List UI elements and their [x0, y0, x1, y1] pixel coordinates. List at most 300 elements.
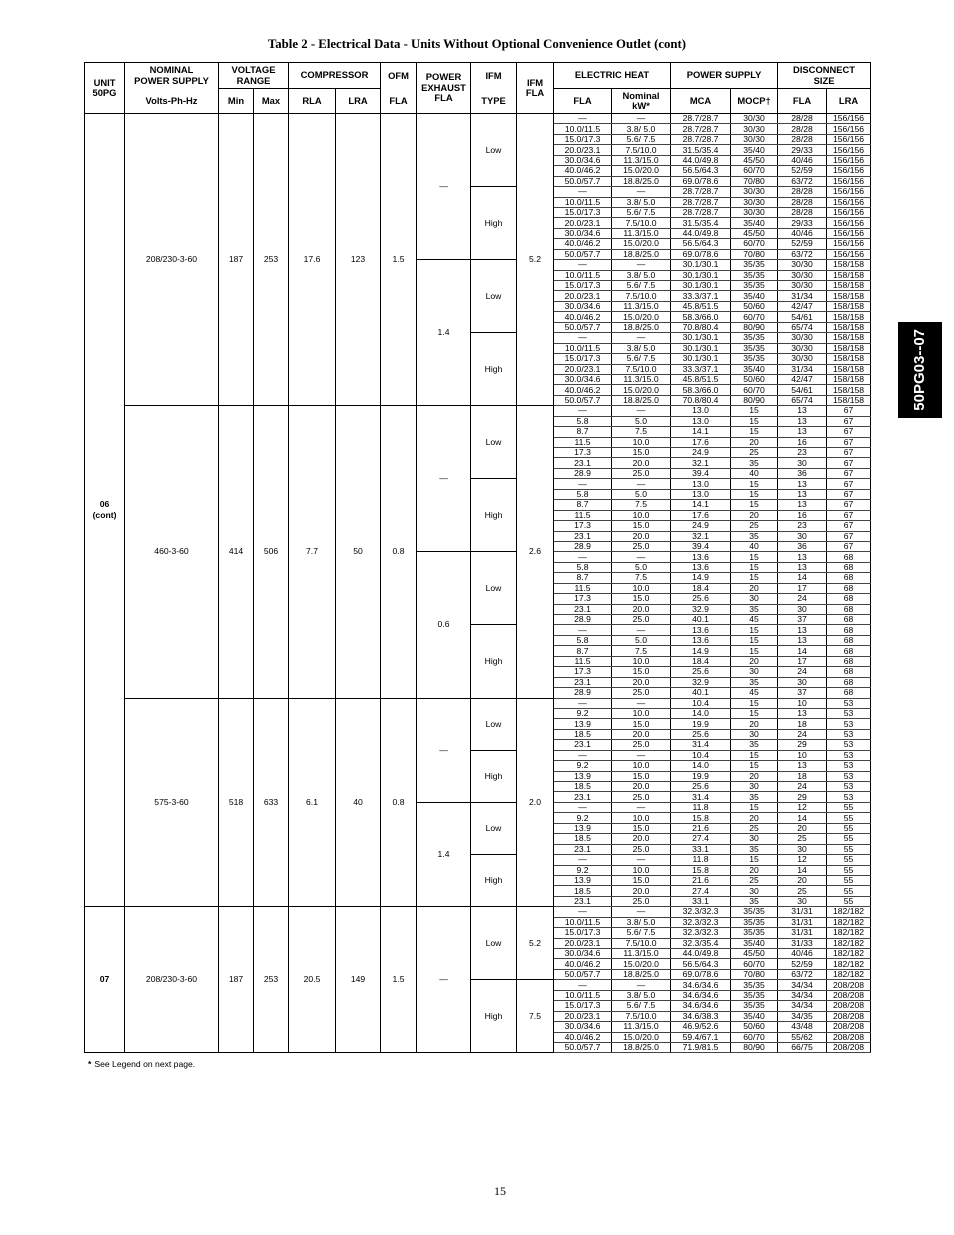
heat-kw-cell: 18.8/25.0	[612, 249, 671, 259]
heat-kw-cell: 7.5	[612, 573, 671, 583]
power-exhaust-fla-cell: 1.4	[417, 802, 471, 906]
mca-cell: 32.3/32.3	[671, 917, 731, 927]
disconnect-fla-cell: 31/31	[778, 907, 827, 917]
mca-cell: 25.6	[671, 729, 731, 739]
heat-kw-cell: 7.5/10.0	[612, 938, 671, 948]
mca-cell: 30.1/30.1	[671, 343, 731, 353]
ifm-type-cell: Low	[471, 114, 517, 187]
mca-cell: 70.8/80.4	[671, 395, 731, 405]
disconnect-fla-cell: 13	[778, 489, 827, 499]
disconnect-lra-cell: 67	[827, 437, 871, 447]
heat-fla-cell: 23.1	[554, 740, 612, 750]
mocp-cell: 45/50	[731, 228, 778, 238]
header-nominal-power-supply	[125, 63, 219, 89]
header-power-exhaust-line: EXHAUST	[421, 81, 466, 93]
mocp-cell: 20	[731, 813, 778, 823]
disconnect-lra-cell: 67	[827, 521, 871, 531]
disconnect-lra-cell: 67	[827, 541, 871, 551]
mocp-cell: 15	[731, 427, 778, 437]
disconnect-lra-cell: 67	[827, 531, 871, 541]
heat-fla-cell: 18.5	[554, 834, 612, 844]
heat-fla-cell: —	[554, 552, 612, 562]
heat-fla-cell: —	[554, 698, 612, 708]
disconnect-lra-cell: 208/208	[827, 1022, 871, 1032]
mca-cell: 25.6	[671, 782, 731, 792]
heat-kw-cell: 20.0	[612, 458, 671, 468]
heat-kw-cell: —	[612, 114, 671, 124]
disconnect-lra-cell: 208/208	[827, 1042, 871, 1052]
mocp-cell: 60/70	[731, 166, 778, 176]
ifm-type-cell: Low	[471, 802, 517, 854]
disconnect-lra-cell: 182/182	[827, 938, 871, 948]
heat-kw-cell: —	[612, 855, 671, 865]
disconnect-lra-cell: 68	[827, 656, 871, 666]
voltage-min-cell: 414	[219, 406, 254, 698]
heat-fla-cell: 28.9	[554, 615, 612, 625]
disconnect-fla-cell: 14	[778, 646, 827, 656]
heat-fla-cell: 15.0/17.3	[554, 1001, 612, 1011]
heat-fla-cell: —	[554, 802, 612, 812]
disconnect-fla-cell: 30	[778, 896, 827, 906]
heat-kw-cell: 15.0	[612, 594, 671, 604]
heat-fla-cell: 11.5	[554, 510, 612, 520]
header-ifm: IFM	[471, 63, 517, 89]
mocp-cell: 50/60	[731, 1022, 778, 1032]
mocp-cell: 25	[731, 823, 778, 833]
header-unit-line: 50PG	[92, 87, 117, 98]
disconnect-lra-cell: 182/182	[827, 959, 871, 969]
disconnect-fla-cell: 65/74	[778, 395, 827, 405]
mca-cell: 17.6	[671, 437, 731, 447]
mca-cell: 30.1/30.1	[671, 354, 731, 364]
mca-cell: 19.9	[671, 771, 731, 781]
mocp-cell: 15	[731, 573, 778, 583]
heat-fla-cell: 8.7	[554, 427, 612, 437]
disconnect-lra-cell: 55	[827, 886, 871, 896]
disconnect-fla-cell: 36	[778, 468, 827, 478]
disconnect-fla-cell: 13	[778, 416, 827, 426]
disconnect-fla-cell: 55/62	[778, 1032, 827, 1042]
mca-cell: 32.9	[671, 677, 731, 687]
mocp-cell: 15	[731, 855, 778, 865]
heat-kw-cell: 18.8/25.0	[612, 1042, 671, 1052]
disconnect-fla-cell: 54/61	[778, 312, 827, 322]
heat-fla-cell: 28.9	[554, 468, 612, 478]
heat-kw-cell: 5.6/ 7.5	[612, 928, 671, 938]
compressor-lra-cell: 40	[336, 698, 381, 907]
heat-kw-cell: 5.0	[612, 489, 671, 499]
heat-kw-cell: 25.0	[612, 541, 671, 551]
mca-cell: 21.6	[671, 875, 731, 885]
mca-cell: 34.6/34.6	[671, 1001, 731, 1011]
heat-fla-cell: 23.1	[554, 531, 612, 541]
disconnect-fla-cell: 30/30	[778, 333, 827, 343]
mocp-cell: 35	[731, 740, 778, 750]
heat-kw-cell: —	[612, 625, 671, 635]
mocp-cell: 45	[731, 615, 778, 625]
mca-cell: 69.0/78.6	[671, 969, 731, 979]
mca-cell: 10.4	[671, 698, 731, 708]
disconnect-fla-cell: 43/48	[778, 1022, 827, 1032]
mca-cell: 28.7/28.7	[671, 114, 731, 124]
mca-cell: 27.4	[671, 834, 731, 844]
heat-kw-cell: —	[612, 479, 671, 489]
heat-fla-cell: 9.2	[554, 865, 612, 875]
mocp-cell: 35	[731, 458, 778, 468]
heat-fla-cell: 13.9	[554, 719, 612, 729]
disconnect-lra-cell: 55	[827, 844, 871, 854]
heat-fla-cell: 17.3	[554, 448, 612, 458]
mocp-cell: 80/90	[731, 395, 778, 405]
disconnect-lra-cell: 158/158	[827, 291, 871, 301]
mocp-cell: 35/35	[731, 354, 778, 364]
table-row	[85, 907, 871, 917]
mocp-cell: 15	[731, 635, 778, 645]
mca-cell: 58.3/66.0	[671, 385, 731, 395]
ifm-type-cell: High	[471, 187, 517, 260]
heat-kw-cell: 20.0	[612, 782, 671, 792]
disconnect-fla-cell: 10	[778, 698, 827, 708]
heat-kw-cell: 11.3/15.0	[612, 301, 671, 311]
heat-kw-cell: 15.0/20.0	[612, 385, 671, 395]
disconnect-lra-cell: 67	[827, 427, 871, 437]
heat-fla-cell: 50.0/57.7	[554, 249, 612, 259]
power-exhaust-fla-cell: —	[417, 907, 471, 1053]
mocp-cell: 35/35	[731, 907, 778, 917]
ifm-type-cell: Low	[471, 552, 517, 625]
disconnect-lra-cell: 158/158	[827, 364, 871, 374]
heat-kw-cell: 5.6/ 7.5	[612, 134, 671, 144]
power-exhaust-fla-cell: —	[417, 698, 471, 802]
mocp-cell: 35/40	[731, 218, 778, 228]
mocp-cell: 70/80	[731, 249, 778, 259]
mocp-cell: 35/35	[731, 928, 778, 938]
mocp-cell: 30	[731, 834, 778, 844]
mca-cell: 28.7/28.7	[671, 134, 731, 144]
mca-cell: 34.6/34.6	[671, 990, 731, 1000]
mca-cell: 44.0/49.8	[671, 155, 731, 165]
heat-fla-cell: 40.0/46.2	[554, 239, 612, 249]
heat-fla-cell: 40.0/46.2	[554, 385, 612, 395]
disconnect-fla-cell: 18	[778, 771, 827, 781]
heat-kw-cell: 15.0	[612, 448, 671, 458]
mocp-cell: 70/80	[731, 176, 778, 186]
ofm-fla-cell: 0.8	[381, 406, 417, 698]
disconnect-fla-cell: 63/72	[778, 176, 827, 186]
header-voltage-max: Max	[254, 89, 289, 114]
disconnect-lra-cell: 182/182	[827, 907, 871, 917]
power-exhaust-fla-cell: —	[417, 406, 471, 552]
mca-cell: 33.1	[671, 896, 731, 906]
disconnect-lra-cell: 156/156	[827, 239, 871, 249]
heat-fla-cell: 11.5	[554, 656, 612, 666]
mocp-cell: 20	[731, 437, 778, 447]
mca-cell: 24.9	[671, 521, 731, 531]
heat-fla-cell: —	[554, 114, 612, 124]
mocp-cell: 25	[731, 448, 778, 458]
heat-fla-cell: 13.9	[554, 875, 612, 885]
mocp-cell: 35	[731, 792, 778, 802]
mocp-cell: 50/60	[731, 301, 778, 311]
disconnect-fla-cell: 40/46	[778, 949, 827, 959]
table-row	[85, 698, 871, 708]
ifm-type-cell: High	[471, 750, 517, 802]
mocp-cell: 40	[731, 541, 778, 551]
header-power-exhaust-line: FLA	[434, 92, 453, 104]
mocp-cell: 15	[731, 698, 778, 708]
disconnect-lra-cell: 55	[827, 865, 871, 875]
mca-cell: 19.9	[671, 719, 731, 729]
disconnect-fla-cell: 30	[778, 531, 827, 541]
heat-fla-cell: 11.5	[554, 437, 612, 447]
mca-cell: 59.4/67.1	[671, 1032, 731, 1042]
mca-cell: 46.9/52.6	[671, 1022, 731, 1032]
disconnect-lra-cell: 55	[827, 834, 871, 844]
heat-kw-cell: 3.8/ 5.0	[612, 990, 671, 1000]
heat-kw-cell: 18.8/25.0	[612, 395, 671, 405]
disconnect-lra-cell: 53	[827, 719, 871, 729]
mocp-cell: 35/35	[731, 343, 778, 353]
mca-cell: 28.7/28.7	[671, 187, 731, 197]
heat-fla-cell: 15.0/17.3	[554, 207, 612, 217]
disconnect-fla-cell: 40/46	[778, 155, 827, 165]
heat-kw-cell: 10.0	[612, 865, 671, 875]
disconnect-lra-cell: 158/158	[827, 281, 871, 291]
disconnect-fla-cell: 30/30	[778, 270, 827, 280]
mca-cell: 13.0	[671, 406, 731, 416]
mca-cell: 58.3/66.0	[671, 312, 731, 322]
heat-kw-cell: 7.5/10.0	[612, 364, 671, 374]
heat-fla-cell: 30.0/34.6	[554, 155, 612, 165]
disconnect-fla-cell: 37	[778, 688, 827, 698]
heat-fla-cell: 30.0/34.6	[554, 374, 612, 384]
compressor-lra-cell: 50	[336, 406, 381, 698]
header-power-supply: POWER SUPPLY	[671, 63, 778, 89]
disconnect-lra-cell: 68	[827, 594, 871, 604]
disconnect-fla-cell: 16	[778, 437, 827, 447]
ofm-fla-cell: 1.5	[381, 907, 417, 1053]
ifm-type-cell: High	[471, 479, 517, 552]
voltage-max-cell: 253	[254, 907, 289, 1053]
disconnect-fla-cell: 36	[778, 541, 827, 551]
disconnect-lra-cell: 68	[827, 677, 871, 687]
disconnect-lra-cell: 68	[827, 615, 871, 625]
header-heat-fla: FLA	[554, 89, 612, 114]
heat-fla-cell: 5.8	[554, 489, 612, 499]
mca-cell: 56.5/64.3	[671, 239, 731, 249]
disconnect-lra-cell: 158/158	[827, 260, 871, 270]
disconnect-lra-cell: 53	[827, 792, 871, 802]
mocp-cell: 15	[731, 646, 778, 656]
disconnect-fla-cell: 13	[778, 761, 827, 771]
header-voltage-range-line: VOLTAGE	[231, 64, 276, 75]
heat-kw-cell: 3.8/ 5.0	[612, 197, 671, 207]
mocp-cell: 35/35	[731, 281, 778, 291]
mca-cell: 14.1	[671, 500, 731, 510]
heat-kw-cell: 18.8/25.0	[612, 322, 671, 332]
disconnect-fla-cell: 28/28	[778, 124, 827, 134]
page-number: 15	[494, 1184, 506, 1198]
voltage-max-cell: 253	[254, 114, 289, 406]
mocp-cell: 35/40	[731, 291, 778, 301]
disconnect-fla-cell: 30	[778, 677, 827, 687]
power-exhaust-fla-cell: 0.6	[417, 552, 471, 698]
mca-cell: 13.6	[671, 635, 731, 645]
disconnect-fla-cell: 30/30	[778, 343, 827, 353]
heat-kw-cell: 20.0	[612, 729, 671, 739]
mca-cell: 39.4	[671, 468, 731, 478]
header-unit	[85, 63, 125, 114]
disconnect-fla-cell: 13	[778, 635, 827, 645]
disconnect-lra-cell: 67	[827, 500, 871, 510]
header-electric-heat: ELECTRIC HEAT	[554, 63, 671, 89]
disconnect-lra-cell: 158/158	[827, 301, 871, 311]
disconnect-fla-cell: 28/28	[778, 197, 827, 207]
disconnect-lra-cell: 53	[827, 771, 871, 781]
ofm-fla-cell: 0.8	[381, 698, 417, 907]
mca-cell: 15.8	[671, 813, 731, 823]
heat-fla-cell: —	[554, 406, 612, 416]
heat-fla-cell: 20.0/23.1	[554, 218, 612, 228]
mca-cell: 18.4	[671, 583, 731, 593]
header-power-exhaust-line: POWER	[425, 71, 462, 83]
mocp-cell: 15	[731, 406, 778, 416]
heat-kw-cell: 15.0	[612, 771, 671, 781]
mocp-cell: 60/70	[731, 385, 778, 395]
disconnect-fla-cell: 30/30	[778, 354, 827, 364]
disconnect-lra-cell: 156/156	[827, 166, 871, 176]
header-power-exhaust	[417, 63, 471, 114]
header-ifm-fla-line: FLA	[525, 87, 545, 98]
mca-cell: 28.7/28.7	[671, 207, 731, 217]
heat-fla-cell: 20.0/23.1	[554, 364, 612, 374]
heat-kw-cell: —	[612, 260, 671, 270]
disconnect-lra-cell: 68	[827, 604, 871, 614]
mca-cell: 33.1	[671, 844, 731, 854]
heat-fla-cell: 30.0/34.6	[554, 228, 612, 238]
disconnect-lra-cell: 68	[827, 583, 871, 593]
heat-fla-cell: 20.0/23.1	[554, 1011, 612, 1021]
disconnect-lra-cell: 53	[827, 698, 871, 708]
disconnect-fla-cell: 31/31	[778, 928, 827, 938]
mca-cell: 30.1/30.1	[671, 333, 731, 343]
unit-cell	[85, 907, 125, 1053]
disconnect-fla-cell: 31/34	[778, 291, 827, 301]
mca-cell: 39.4	[671, 541, 731, 551]
disconnect-fla-cell: 34/34	[778, 1001, 827, 1011]
disconnect-lra-cell: 156/156	[827, 124, 871, 134]
mocp-cell: 30/30	[731, 207, 778, 217]
disconnect-fla-cell: 37	[778, 615, 827, 625]
heat-fla-cell: 50.0/57.7	[554, 1042, 612, 1052]
mocp-cell: 35/35	[731, 260, 778, 270]
heat-fla-cell: 17.3	[554, 594, 612, 604]
disconnect-lra-cell: 158/158	[827, 395, 871, 405]
mocp-cell: 15	[731, 708, 778, 718]
disconnect-lra-cell: 68	[827, 667, 871, 677]
disconnect-lra-cell: 156/156	[827, 187, 871, 197]
disconnect-lra-cell: 158/158	[827, 354, 871, 364]
mocp-cell: 35/35	[731, 980, 778, 990]
heat-fla-cell: 9.2	[554, 708, 612, 718]
disconnect-fla-cell: 30	[778, 458, 827, 468]
heat-fla-cell: 15.0/17.3	[554, 281, 612, 291]
nominal-voltage-cell: 460-3-60	[125, 406, 219, 698]
mocp-cell: 35/40	[731, 364, 778, 374]
disconnect-lra-cell: 182/182	[827, 949, 871, 959]
table-row	[85, 406, 871, 416]
disconnect-lra-cell: 68	[827, 688, 871, 698]
mca-cell: 21.6	[671, 823, 731, 833]
heat-fla-cell: 5.8	[554, 562, 612, 572]
heat-kw-cell: —	[612, 406, 671, 416]
mca-cell: 10.4	[671, 750, 731, 760]
disconnect-fla-cell: 63/72	[778, 249, 827, 259]
mocp-cell: 30	[731, 594, 778, 604]
heat-kw-cell: 15.0	[612, 521, 671, 531]
mca-cell: 45.8/51.5	[671, 301, 731, 311]
mca-cell: 32.3/32.3	[671, 907, 731, 917]
heat-fla-cell: 10.0/11.5	[554, 990, 612, 1000]
disconnect-lra-cell: 53	[827, 729, 871, 739]
heat-kw-cell: 5.6/ 7.5	[612, 281, 671, 291]
mca-cell: 13.0	[671, 416, 731, 426]
mocp-cell: 15	[731, 750, 778, 760]
mocp-cell: 60/70	[731, 312, 778, 322]
heat-fla-cell: —	[554, 855, 612, 865]
heat-fla-cell: 15.0/17.3	[554, 134, 612, 144]
heat-kw-cell: 7.5/10.0	[612, 291, 671, 301]
heat-kw-cell: 10.0	[612, 761, 671, 771]
disconnect-lra-cell: 208/208	[827, 1011, 871, 1021]
heat-fla-cell: 40.0/46.2	[554, 312, 612, 322]
mocp-cell: 15	[731, 416, 778, 426]
disconnect-fla-cell: 24	[778, 729, 827, 739]
disconnect-fla-cell: 12	[778, 855, 827, 865]
disconnect-fla-cell: 20	[778, 875, 827, 885]
heat-fla-cell: 9.2	[554, 813, 612, 823]
mocp-cell: 20	[731, 865, 778, 875]
disconnect-lra-cell: 68	[827, 573, 871, 583]
header-row-2	[85, 89, 871, 114]
disconnect-lra-cell: 182/182	[827, 928, 871, 938]
heat-fla-cell: 23.1	[554, 792, 612, 802]
compressor-rla-cell: 7.7	[289, 406, 336, 698]
mca-cell: 13.6	[671, 562, 731, 572]
power-exhaust-fla-cell: 1.4	[417, 260, 471, 406]
table-row	[85, 114, 871, 124]
heat-fla-cell: 18.5	[554, 729, 612, 739]
disconnect-fla-cell: 13	[778, 406, 827, 416]
mocp-cell: 35/35	[731, 333, 778, 343]
heat-kw-cell: 7.5	[612, 427, 671, 437]
heat-fla-cell: 23.1	[554, 458, 612, 468]
disconnect-lra-cell: 68	[827, 625, 871, 635]
heat-fla-cell: 10.0/11.5	[554, 124, 612, 134]
disconnect-fla-cell: 14	[778, 865, 827, 875]
disconnect-fla-cell: 31/31	[778, 917, 827, 927]
mocp-cell: 15	[731, 479, 778, 489]
heat-fla-cell: 18.5	[554, 886, 612, 896]
heat-fla-cell: 17.3	[554, 521, 612, 531]
heat-fla-cell: 23.1	[554, 677, 612, 687]
mocp-cell: 20	[731, 510, 778, 520]
mocp-cell: 30	[731, 729, 778, 739]
header-mocp: MOCP†	[731, 89, 778, 114]
mocp-cell: 70/80	[731, 969, 778, 979]
disconnect-fla-cell: 13	[778, 500, 827, 510]
heat-kw-cell: 18.8/25.0	[612, 969, 671, 979]
